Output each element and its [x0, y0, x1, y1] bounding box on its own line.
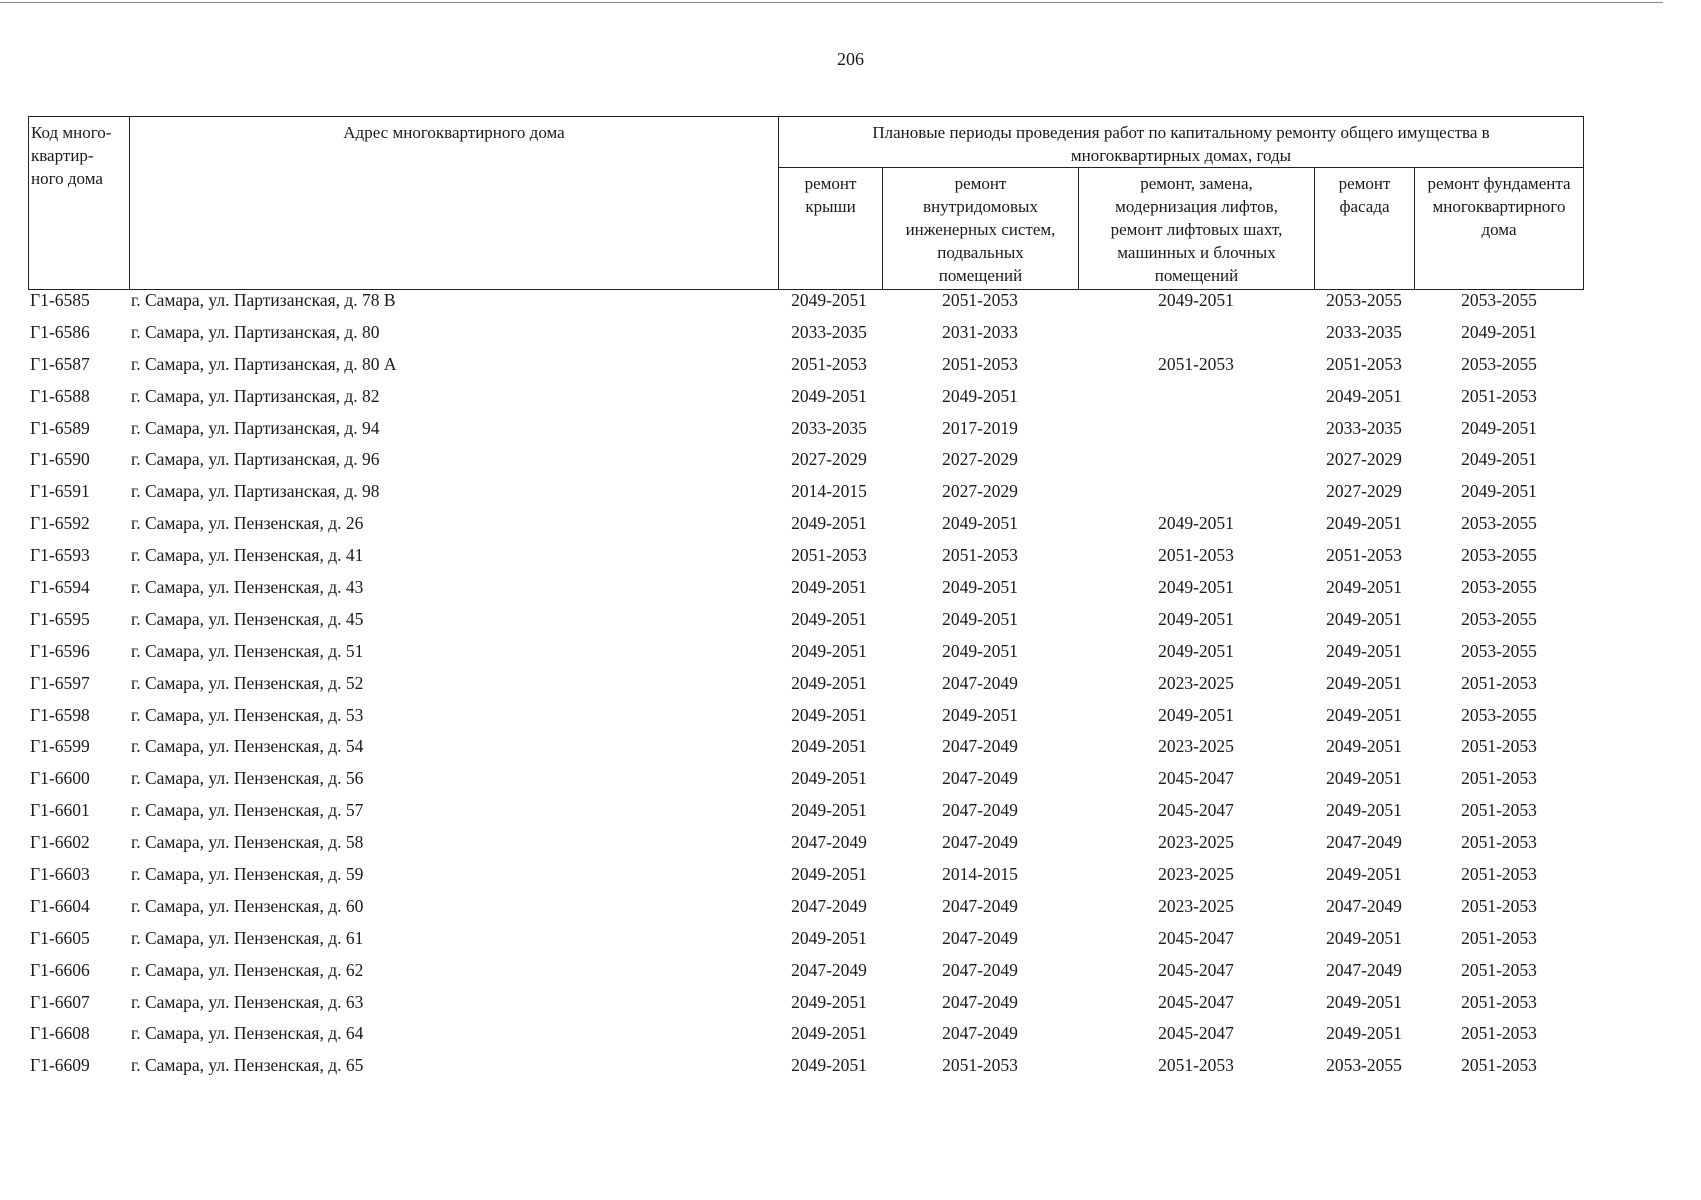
house-code: Г1-6585 — [30, 290, 90, 310]
table-row — [0, 928, 1701, 960]
facade-period: 2049-2051 — [1326, 800, 1402, 821]
roof-period: 2051-2053 — [791, 545, 867, 566]
elevators-period: 2045-2047 — [1158, 768, 1234, 789]
engineering-period: 2047-2049 — [942, 768, 1018, 789]
foundation-period: 2053-2055 — [1461, 608, 1537, 629]
facade-period: 2049-2051 — [1326, 768, 1402, 789]
house-code: Г1-6591 — [30, 481, 90, 502]
house-code: Г1-6602 — [30, 832, 90, 853]
header-engineering-line: инженерных систем, — [905, 220, 1056, 239]
foundation-period: 2051-2053 — [1461, 991, 1537, 1012]
engineering-period: 2017-2019 — [942, 417, 1018, 438]
house-code: Г1-6606 — [30, 959, 90, 980]
header-foundation-line: многоквартирного — [1432, 197, 1566, 216]
facade-period: 2053-2055 — [1326, 290, 1402, 310]
roof-period: 2049-2051 — [791, 704, 867, 725]
facade-period: 2049-2051 — [1326, 385, 1402, 406]
elevators-period: 2051-2053 — [1158, 353, 1234, 374]
house-address: г. Самара, ул. Пензенская, д. 57 — [131, 800, 364, 821]
house-address: г. Самара, ул. Пензенская, д. 52 — [131, 672, 364, 693]
table-row — [0, 736, 1701, 768]
facade-period: 2049-2051 — [1326, 864, 1402, 885]
engineering-period: 2014-2015 — [942, 864, 1018, 885]
facade-period: 2049-2051 — [1326, 1023, 1402, 1044]
house-code: Г1-6601 — [30, 800, 90, 821]
house-code: Г1-6596 — [30, 640, 90, 661]
house-code: Г1-6598 — [30, 704, 90, 725]
house-address: г. Самара, ул. Пензенская, д. 63 — [131, 991, 364, 1012]
table-row — [0, 290, 1701, 322]
table-row — [0, 1023, 1701, 1055]
header-elevators-line: модернизация лифтов, — [1115, 197, 1278, 216]
facade-period: 2027-2029 — [1326, 449, 1402, 470]
foundation-period: 2049-2051 — [1461, 417, 1537, 438]
foundation-period: 2049-2051 — [1461, 481, 1537, 502]
header-planned-periods — [778, 116, 1584, 168]
engineering-period: 2051-2053 — [942, 545, 1018, 566]
elevators-period: 2023-2025 — [1158, 832, 1234, 853]
elevators-period: 2049-2051 — [1158, 290, 1234, 310]
facade-period: 2027-2029 — [1326, 481, 1402, 502]
house-code: Г1-6589 — [30, 417, 90, 438]
header-elevators — [1078, 167, 1315, 290]
engineering-period: 2049-2051 — [942, 640, 1018, 661]
house-address: г. Самара, ул. Партизанская, д. 94 — [131, 417, 380, 438]
facade-period: 2049-2051 — [1326, 927, 1402, 948]
house-code: Г1-6593 — [30, 545, 90, 566]
house-code: Г1-6609 — [30, 1055, 90, 1076]
table-row — [0, 449, 1701, 481]
foundation-period: 2053-2055 — [1461, 353, 1537, 374]
elevators-period: 2023-2025 — [1158, 895, 1234, 916]
header-engineering-line: подвальных — [937, 243, 1024, 262]
roof-period: 2049-2051 — [791, 385, 867, 406]
roof-period: 2049-2051 — [791, 577, 867, 598]
house-address: г. Самара, ул. Пензенская, д. 65 — [131, 1055, 364, 1076]
house-code: Г1-6603 — [30, 864, 90, 885]
roof-period: 2033-2035 — [791, 417, 867, 438]
header-engineering-line: помещений — [938, 266, 1023, 285]
header-foundation-line: дома — [1481, 220, 1517, 239]
elevators-period: 2045-2047 — [1158, 991, 1234, 1012]
facade-period: 2047-2049 — [1326, 959, 1402, 980]
header-code-line: Код много- — [31, 123, 112, 142]
facade-period: 2049-2051 — [1326, 672, 1402, 693]
top-rule — [0, 2, 1663, 3]
foundation-period: 2051-2053 — [1461, 832, 1537, 853]
header-code-line: ного дома — [31, 169, 103, 188]
house-code: Г1-6594 — [30, 577, 90, 598]
header-foundation — [1414, 167, 1584, 290]
house-address: г. Самара, ул. Пензенская, д. 45 — [131, 608, 364, 629]
table-row — [0, 418, 1701, 450]
house-code: Г1-6604 — [30, 895, 90, 916]
foundation-period: 2051-2053 — [1461, 895, 1537, 916]
house-address: г. Самара, ул. Партизанская, д. 96 — [131, 449, 380, 470]
facade-period: 2051-2053 — [1326, 353, 1402, 374]
table-body — [0, 290, 1701, 1087]
table-row — [0, 768, 1701, 800]
engineering-period: 2027-2029 — [942, 481, 1018, 502]
house-code: Г1-6586 — [30, 321, 90, 342]
foundation-period: 2051-2053 — [1461, 385, 1537, 406]
engineering-period: 2047-2049 — [942, 895, 1018, 916]
elevators-period: 2049-2051 — [1158, 577, 1234, 598]
header-roof-line: крыши — [805, 197, 856, 216]
foundation-period: 2051-2053 — [1461, 864, 1537, 885]
header-facade — [1314, 167, 1415, 290]
table-row — [0, 481, 1701, 513]
engineering-period: 2049-2051 — [942, 577, 1018, 598]
roof-period: 2047-2049 — [791, 832, 867, 853]
elevators-period: 2045-2047 — [1158, 959, 1234, 980]
house-address: г. Самара, ул. Пензенская, д. 41 — [131, 545, 364, 566]
table-row — [0, 864, 1701, 896]
engineering-period: 2047-2049 — [942, 736, 1018, 757]
foundation-period: 2051-2053 — [1461, 1023, 1537, 1044]
house-address: г. Самара, ул. Пензенская, д. 51 — [131, 640, 364, 661]
facade-period: 2049-2051 — [1326, 736, 1402, 757]
foundation-period: 2053-2055 — [1461, 545, 1537, 566]
engineering-period: 2027-2029 — [942, 449, 1018, 470]
elevators-period: 2023-2025 — [1158, 736, 1234, 757]
roof-period: 2027-2029 — [791, 449, 867, 470]
table-row — [0, 960, 1701, 992]
elevators-period: 2049-2051 — [1158, 513, 1234, 534]
house-code: Г1-6595 — [30, 608, 90, 629]
house-address: г. Самара, ул. Пензенская, д. 56 — [131, 768, 364, 789]
table-row — [0, 992, 1701, 1024]
header-elevators-line: ремонт лифтовых шахт, — [1110, 220, 1283, 239]
table-row — [0, 1055, 1701, 1087]
page-number: 206 — [837, 49, 864, 69]
header-roof-line: ремонт — [804, 174, 857, 193]
foundation-period: 2053-2055 — [1461, 577, 1537, 598]
engineering-period: 2051-2053 — [942, 290, 1018, 310]
table-row — [0, 513, 1701, 545]
header-roof — [778, 167, 883, 290]
roof-period: 2049-2051 — [791, 1023, 867, 1044]
header-engineering-line: внутридомовых — [923, 197, 1038, 216]
elevators-period: 2045-2047 — [1158, 1023, 1234, 1044]
engineering-period: 2051-2053 — [942, 353, 1018, 374]
house-code: Г1-6597 — [30, 672, 90, 693]
elevators-period: 2045-2047 — [1158, 800, 1234, 821]
roof-period: 2049-2051 — [791, 768, 867, 789]
house-address: г. Самара, ул. Партизанская, д. 80 А — [131, 353, 397, 374]
engineering-period: 2047-2049 — [942, 800, 1018, 821]
header-engineering-line: ремонт — [954, 174, 1007, 193]
facade-period: 2033-2035 — [1326, 321, 1402, 342]
foundation-period: 2053-2055 — [1461, 704, 1537, 725]
header-elevators-line: машинных и блочных — [1117, 243, 1276, 262]
elevators-period: 2051-2053 — [1158, 1055, 1234, 1076]
house-address: г. Самара, ул. Пензенская, д. 54 — [131, 736, 364, 757]
header-code — [28, 116, 130, 290]
house-code: Г1-6608 — [30, 1023, 90, 1044]
roof-period: 2049-2051 — [791, 290, 867, 310]
engineering-period: 2049-2051 — [942, 704, 1018, 725]
facade-period: 2051-2053 — [1326, 545, 1402, 566]
roof-period: 2033-2035 — [791, 321, 867, 342]
facade-period: 2049-2051 — [1326, 991, 1402, 1012]
foundation-period: 2051-2053 — [1461, 959, 1537, 980]
elevators-period: 2023-2025 — [1158, 672, 1234, 693]
engineering-period: 2047-2049 — [942, 832, 1018, 853]
house-address: г. Самара, ул. Пензенская, д. 58 — [131, 832, 364, 853]
house-code: Г1-6592 — [30, 513, 90, 534]
header-group-line: Плановые периоды проведения работ по капитальному ремонту общего имущества в — [872, 123, 1490, 142]
table-row — [0, 322, 1701, 354]
house-code: Г1-6587 — [30, 353, 90, 374]
header-elevators-line: помещений — [1154, 266, 1239, 285]
house-address: г. Самара, ул. Пензенская, д. 26 — [131, 513, 364, 534]
house-code: Г1-6607 — [30, 991, 90, 1012]
facade-period: 2047-2049 — [1326, 832, 1402, 853]
engineering-period: 2049-2051 — [942, 385, 1018, 406]
table-row — [0, 609, 1701, 641]
foundation-period: 2053-2055 — [1461, 290, 1537, 310]
roof-period: 2049-2051 — [791, 800, 867, 821]
roof-period: 2047-2049 — [791, 959, 867, 980]
facade-period: 2049-2051 — [1326, 640, 1402, 661]
roof-period: 2051-2053 — [791, 353, 867, 374]
roof-period: 2049-2051 — [791, 640, 867, 661]
table-row — [0, 705, 1701, 737]
engineering-period: 2031-2033 — [942, 321, 1018, 342]
table-row — [0, 354, 1701, 386]
header-code-line: квартир- — [31, 146, 94, 165]
facade-period: 2053-2055 — [1326, 1055, 1402, 1076]
engineering-period: 2049-2051 — [942, 608, 1018, 629]
elevators-period: 2049-2051 — [1158, 640, 1234, 661]
house-code: Г1-6605 — [30, 927, 90, 948]
header-address — [129, 116, 779, 290]
table-row — [0, 545, 1701, 577]
elevators-period: 2049-2051 — [1158, 608, 1234, 629]
engineering-period: 2047-2049 — [942, 959, 1018, 980]
engineering-period: 2051-2053 — [942, 1055, 1018, 1076]
facade-period: 2047-2049 — [1326, 895, 1402, 916]
foundation-period: 2051-2053 — [1461, 927, 1537, 948]
foundation-period: 2049-2051 — [1461, 321, 1537, 342]
foundation-period: 2053-2055 — [1461, 513, 1537, 534]
table-row — [0, 673, 1701, 705]
roof-period: 2049-2051 — [791, 864, 867, 885]
house-code: Г1-6588 — [30, 385, 90, 406]
foundation-period: 2051-2053 — [1461, 1055, 1537, 1076]
facade-period: 2049-2051 — [1326, 608, 1402, 629]
foundation-period: 2051-2053 — [1461, 800, 1537, 821]
house-code: Г1-6599 — [30, 736, 90, 757]
facade-period: 2049-2051 — [1326, 704, 1402, 725]
engineering-period: 2049-2051 — [942, 513, 1018, 534]
elevators-period: 2023-2025 — [1158, 864, 1234, 885]
elevators-period: 2051-2053 — [1158, 545, 1234, 566]
house-address: г. Самара, ул. Пензенская, д. 62 — [131, 959, 364, 980]
foundation-period: 2049-2051 — [1461, 449, 1537, 470]
house-address: г. Самара, ул. Партизанская, д. 80 — [131, 321, 380, 342]
house-address: г. Самара, ул. Пензенская, д. 60 — [131, 895, 364, 916]
table-row — [0, 641, 1701, 673]
header-group-line: многоквартирных домах, годы — [1070, 146, 1292, 165]
house-code: Г1-6590 — [30, 449, 90, 470]
header-foundation-line: ремонт фундамента — [1427, 174, 1571, 193]
table-row — [0, 896, 1701, 928]
house-address: г. Самара, ул. Пензенская, д. 61 — [131, 927, 364, 948]
roof-period: 2047-2049 — [791, 895, 867, 916]
roof-period: 2049-2051 — [791, 672, 867, 693]
house-address: г. Самара, ул. Пензенская, д. 53 — [131, 704, 364, 725]
header-address-line: Адрес многоквартирного дома — [343, 123, 565, 142]
header-elevators-line: ремонт, замена, — [1140, 174, 1253, 193]
table-row — [0, 386, 1701, 418]
header-facade-line: ремонт — [1338, 174, 1391, 193]
table-row — [0, 800, 1701, 832]
house-address: г. Самара, ул. Пензенская, д. 64 — [131, 1023, 364, 1044]
house-address: г. Самара, ул. Пензенская, д. 43 — [131, 577, 364, 598]
table-row — [0, 832, 1701, 864]
facade-period: 2049-2051 — [1326, 513, 1402, 534]
roof-period: 2049-2051 — [791, 608, 867, 629]
house-address: г. Самара, ул. Партизанская, д. 98 — [131, 481, 380, 502]
house-address: г. Самара, ул. Пензенская, д. 59 — [131, 864, 364, 885]
header-engineering — [882, 167, 1079, 290]
facade-period: 2033-2035 — [1326, 417, 1402, 438]
engineering-period: 2047-2049 — [942, 672, 1018, 693]
engineering-period: 2047-2049 — [942, 991, 1018, 1012]
foundation-period: 2051-2053 — [1461, 736, 1537, 757]
house-code: Г1-6600 — [30, 768, 90, 789]
roof-period: 2049-2051 — [791, 1055, 867, 1076]
foundation-period: 2051-2053 — [1461, 672, 1537, 693]
foundation-period: 2051-2053 — [1461, 768, 1537, 789]
roof-period: 2049-2051 — [791, 991, 867, 1012]
engineering-period: 2047-2049 — [942, 1023, 1018, 1044]
foundation-period: 2053-2055 — [1461, 640, 1537, 661]
elevators-period: 2049-2051 — [1158, 704, 1234, 725]
roof-period: 2049-2051 — [791, 736, 867, 757]
house-address: г. Самара, ул. Партизанская, д. 82 — [131, 385, 380, 406]
roof-period: 2049-2051 — [791, 927, 867, 948]
roof-period: 2049-2051 — [791, 513, 867, 534]
house-address: г. Самара, ул. Партизанская, д. 78 В — [131, 290, 396, 310]
facade-period: 2049-2051 — [1326, 577, 1402, 598]
engineering-period: 2047-2049 — [942, 927, 1018, 948]
table-row — [0, 577, 1701, 609]
header-facade-line: фасада — [1339, 197, 1390, 216]
elevators-period: 2045-2047 — [1158, 927, 1234, 948]
roof-period: 2014-2015 — [791, 481, 867, 502]
